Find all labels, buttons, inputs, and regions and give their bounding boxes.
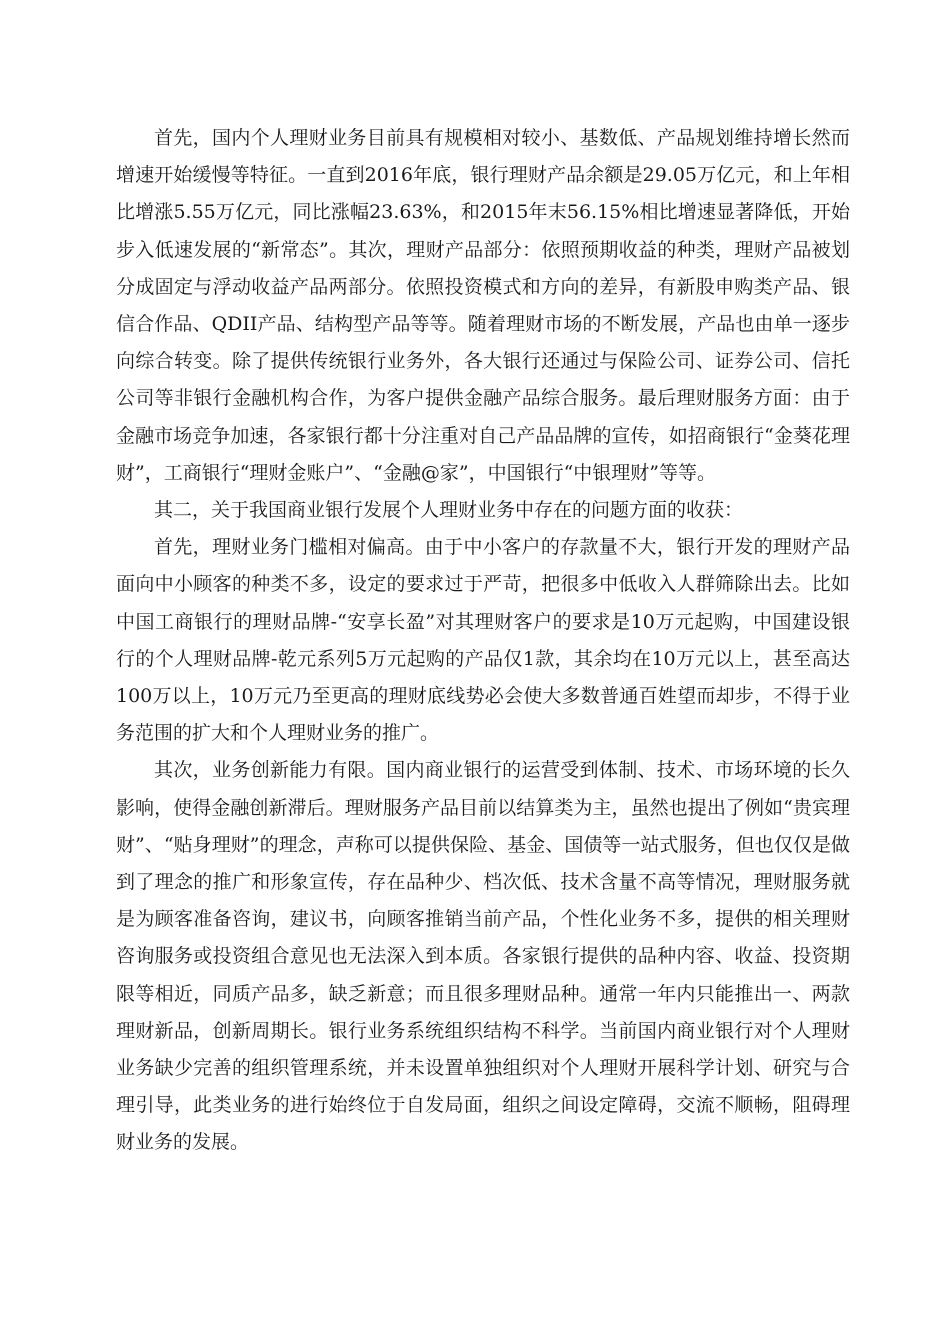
paragraph-high-threshold: 首先，理财业务门槛相对偏高。由于中小客户的存款量不大，银行开发的理财产品面向中小顾客的种类不多，设定的要求过于严苛，把很多中低收入人群筛除出去。比如中国工商银行的理财品牌-“安享长盈”对其理财客户的要求是10万元起购，中国建设银行的个人理财品牌-乾元系列5万元起购的产品仅1款，其余均在10万元以上，甚至高达100万以上，10万元乃至更高的理财底线势必会使大多数普通百姓望而却步，不得于业务范围的扩大和个人理财业务的推广。 xyxy=(116,536,850,745)
document-body xyxy=(116,120,850,1162)
paragraph-problems-heading: 其二，关于我国商业银行发展个人理财业务中存在的问题方面的收获： xyxy=(154,499,744,522)
paragraph-market-overview: 首先，国内个人理财业务目前具有规模相对较小、基数低、产品规划维持增长然而增速开始缓慢等特征。一直到2016年底，银行理财产品余额是29.05万亿元，和上年相比增涨5.55万亿元，同比涨幅23.63%，和2015年末56.15%相比增速显著降低，开始步入低速发展的“新常态”。其次，理财产品部分：依照预期收益的种类，理财产品被划分成固定与浮动收益产品两部分。依照投资模式和方向的差异，有新股申购类产品、银信合作品、QDII产品、结构型产品等等。随着理财市场的不断发展，产品也由单一逐步向综合转变。除了提供传统银行业务外，各大银行还通过与保险公司、证券公司、信托公司等非银行金融机构合作，为客户提供金融产品综合服务。最后理财服务方面：由于金融市场竞争加速，各家银行都十分注重对自己产品品牌的宣传，如招商银行“金葵花理财”，工商银行“理财金账户”、“金融@家”，中国银行“中银理财”等等。 xyxy=(116,127,850,484)
paragraph-limited-innovation: 其次，业务创新能力有限。国内商业银行的运营受到体制、技术、市场环境的长久影响，使得金融创新滞后。理财服务产品目前以结算类为主，虽然也提出了例如“贵宾理财”、“贴身理财”的理念，声称可以提供保险、基金、国债等一站式服务，但也仅仅是做到了理念的推广和形象宣传，存在品种少、档次低、技术含量不高等情况，理财服务就是为顾客准备咨询，建议书，向顾客推销当前产品，个性化业务不多，提供的相关理财咨询服务或投资组合意见也无法深入到本质。各家银行提供的品种内容、收益、投资期限等相近，同质产品多，缺乏新意；而且很多理财品种。通常一年内只能推出一、两款理财新品，创新周期长。银行业务系统组织结构不科学。当前国内商业银行对个人理财业务缺少完善的组织管理系统，并未设置单独组织对个人理财开展科学计划、研究与合理引导，此类业务的进行始终位于自发局面，组织之间设定障碍，交流不顺畅，阻碍理财业务的发展。 xyxy=(116,759,850,1154)
